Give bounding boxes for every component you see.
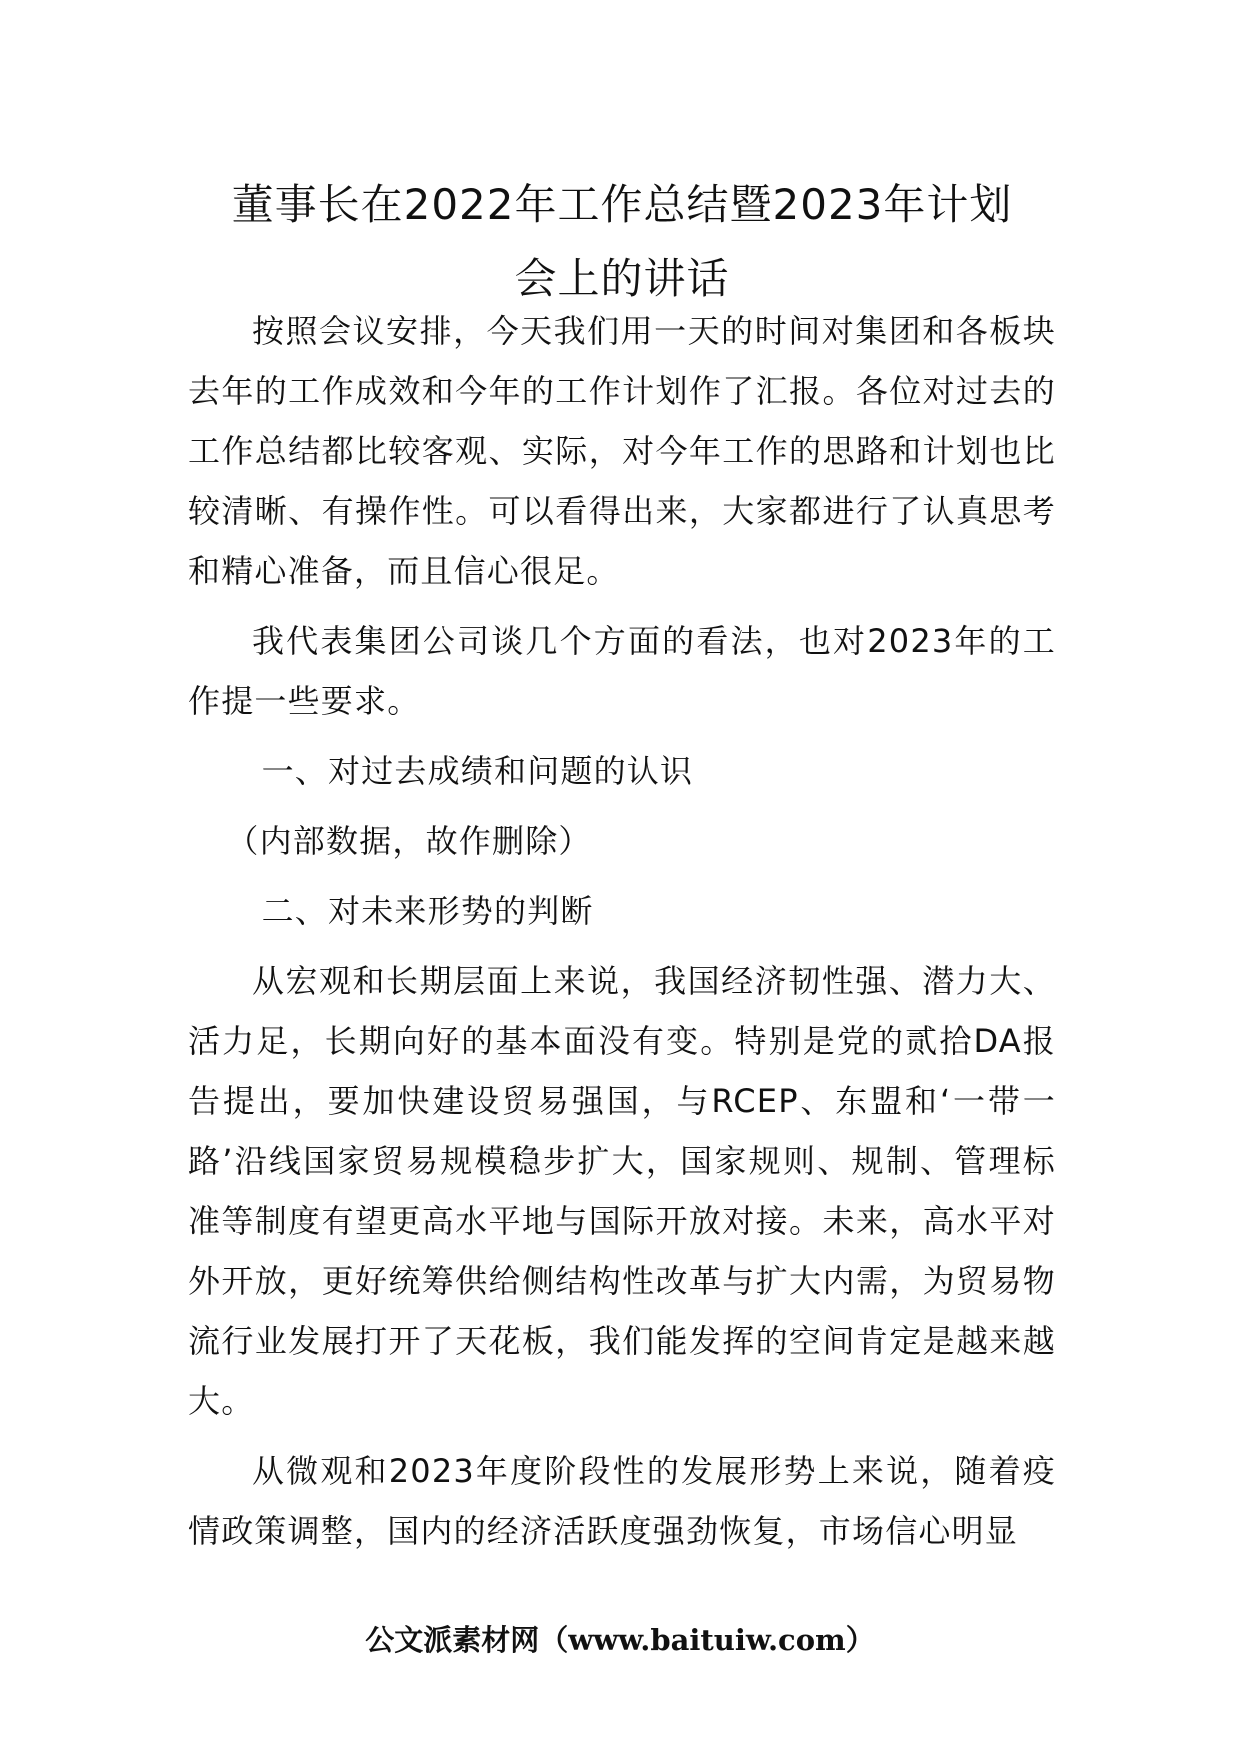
document-body — [188, 301, 1056, 1571]
section-heading-2: 二、对未来形势的判断 — [261, 892, 594, 930]
footer-watermark: 公文派素材网（www.baituiw.com） — [365, 1623, 875, 1657]
document-page — [188, 0, 1056, 1754]
deleted-data-note: （内部数据，故作删除） — [226, 822, 592, 860]
paragraph-requirements: 我代表集团公司谈几个方面的看法，也对2023年的工作提一些要求。 — [188, 622, 1056, 720]
document-title — [188, 168, 1056, 316]
title-line-2: 会上的讲话 — [514, 254, 730, 303]
paragraph-intro: 按照会议安排，今天我们用一天的时间对集团和各板块去年的工作成效和今年的工作计划作了汇报。各位对过去的工作总结都比较客观、实际，对今年工作的思路和计划也比较清晰、有操作性。可以看得出来，大家都进行了认真思考和精心准备，而且信心很足。 — [188, 312, 1056, 590]
paragraph-macro: 从宏观和长期层面上来说，我国经济韧性强、潜力大、活力足，长期向好的基本面没有变。特别是党的贰拾DA报告提出，要加快建设贸易强国，与RCEP、东盟和‘一带一路’沿线国家贸易规模稳步扩大，国家规则、规制、管理标准等制度有望更高水平地与国际开放对接。未来，高水平对外开放，更好统筹供给侧结构性改革与扩大内需，为贸易物流行业发展打开了天花板，我们能发挥的空间肯定是越来越大。 — [188, 962, 1056, 1420]
title-line-1: 董事长在2022年工作总结暨2023年计划 — [231, 180, 1013, 229]
section-heading-1: 一、对过去成绩和问题的认识 — [261, 752, 694, 790]
paragraph-micro: 从微观和2023年度阶段性的发展形势上来说，随着疫情政策调整，国内的经济活跃度强劲恢复，市场信心明显 — [188, 1452, 1056, 1550]
